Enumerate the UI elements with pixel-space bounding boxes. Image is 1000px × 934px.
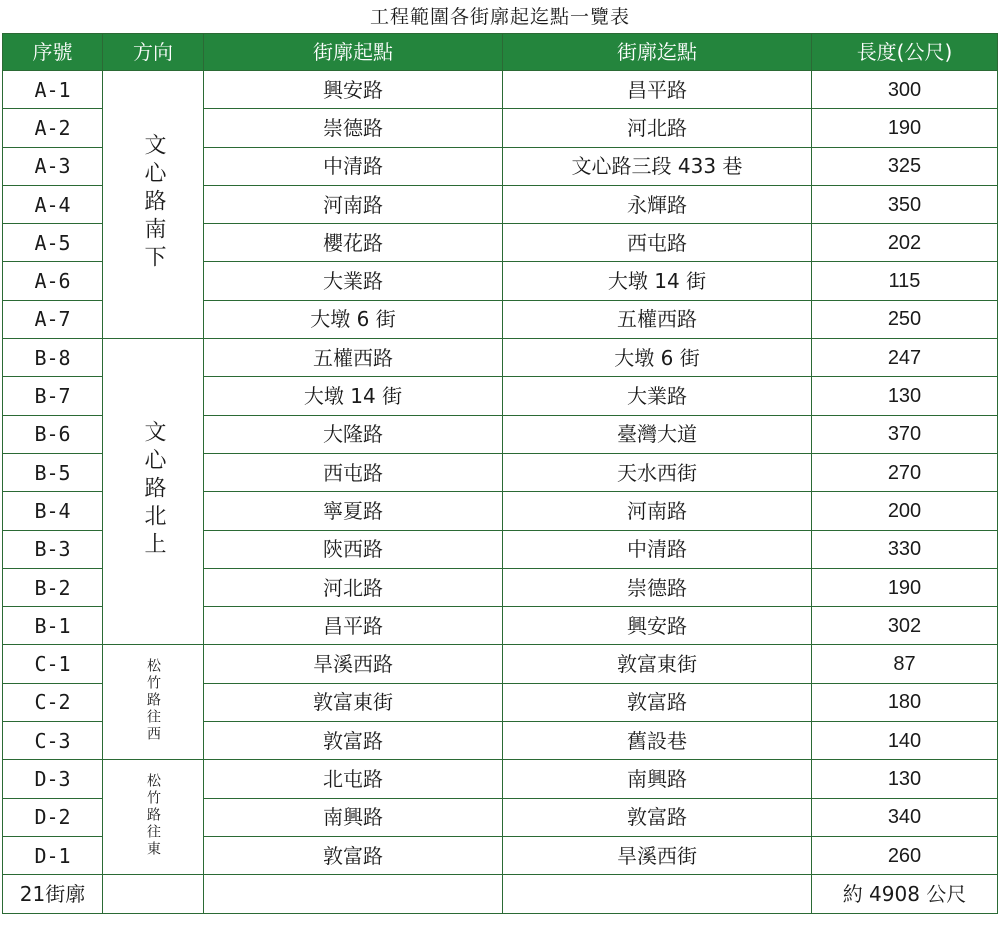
seq-cell: A-5 (3, 224, 103, 262)
length-cell: 115 (812, 262, 998, 300)
seq-cell: A-4 (3, 185, 103, 223)
start-cell: 昌平路 (204, 607, 503, 645)
empty-cell (503, 875, 812, 913)
start-cell: 敦富路 (204, 836, 503, 874)
length-cell: 330 (812, 530, 998, 568)
end-cell: 敦富路 (503, 798, 812, 836)
seq-cell: B-3 (3, 530, 103, 568)
empty-cell (103, 875, 204, 913)
seq-cell: A-2 (3, 109, 103, 147)
seq-cell: A-3 (3, 147, 103, 185)
start-cell: 敦富東街 (204, 683, 503, 721)
seq-cell: D-3 (3, 760, 103, 798)
length-cell: 370 (812, 415, 998, 453)
table-row (3, 339, 998, 377)
end-cell: 天水西街 (503, 453, 812, 491)
length-cell: 130 (812, 377, 998, 415)
length-cell: 270 (812, 453, 998, 491)
direction-cell-a (103, 71, 204, 339)
seq-cell: B-1 (3, 607, 103, 645)
seq-cell: A-1 (3, 71, 103, 109)
end-cell: 大墩 14 街 (503, 262, 812, 300)
start-cell: 河南路 (204, 185, 503, 223)
length-cell: 180 (812, 683, 998, 721)
table-row (3, 71, 998, 109)
direction-label: 松竹路往西 (145, 657, 161, 743)
header-end: 街廓迄點 (503, 34, 812, 71)
end-cell: 旱溪西街 (503, 836, 812, 874)
length-cell: 140 (812, 722, 998, 760)
seq-cell: A-7 (3, 300, 103, 338)
seq-cell: B-2 (3, 568, 103, 606)
start-cell: 大業路 (204, 262, 503, 300)
start-cell: 南興路 (204, 798, 503, 836)
start-cell: 櫻花路 (204, 224, 503, 262)
end-cell: 文心路三段 433 巷 (503, 147, 812, 185)
seq-cell: B-8 (3, 339, 103, 377)
end-cell: 興安路 (503, 607, 812, 645)
direction-label: 松竹路往東 (145, 772, 161, 858)
start-cell: 河北路 (204, 568, 503, 606)
end-cell: 中清路 (503, 530, 812, 568)
seq-cell: A-6 (3, 262, 103, 300)
length-cell: 350 (812, 185, 998, 223)
start-cell: 西屯路 (204, 453, 503, 491)
start-cell: 敦富路 (204, 722, 503, 760)
end-cell: 永輝路 (503, 185, 812, 223)
end-cell: 舊設巷 (503, 722, 812, 760)
end-cell: 西屯路 (503, 224, 812, 262)
length-cell: 300 (812, 71, 998, 109)
start-cell: 崇德路 (204, 109, 503, 147)
start-cell: 大隆路 (204, 415, 503, 453)
length-cell: 190 (812, 568, 998, 606)
table-row (3, 760, 998, 798)
table-title: 工程範圍各街廓起迄點一覽表 (369, 6, 630, 28)
length-cell: 325 (812, 147, 998, 185)
seq-cell: D-1 (3, 836, 103, 874)
end-cell: 敦富路 (503, 683, 812, 721)
start-cell: 大墩 6 街 (204, 300, 503, 338)
start-cell: 五權西路 (204, 339, 503, 377)
total-row (3, 875, 998, 913)
length-cell: 302 (812, 607, 998, 645)
direction-cell-b (103, 339, 204, 645)
header-start: 街廓起點 (204, 34, 503, 71)
header-length: 長度(公尺) (812, 34, 998, 71)
header-seq: 序號 (3, 34, 103, 71)
length-cell: 200 (812, 492, 998, 530)
start-cell: 旱溪西路 (204, 645, 503, 683)
block-range-table (2, 33, 998, 914)
start-cell: 寧夏路 (204, 492, 503, 530)
end-cell: 昌平路 (503, 71, 812, 109)
seq-cell: B-7 (3, 377, 103, 415)
empty-cell (204, 875, 503, 913)
seq-cell: B-4 (3, 492, 103, 530)
seq-cell: C-2 (3, 683, 103, 721)
end-cell: 敦富東街 (503, 645, 812, 683)
seq-cell: D-2 (3, 798, 103, 836)
direction-cell-d (103, 760, 204, 875)
length-cell: 260 (812, 836, 998, 874)
start-cell: 北屯路 (204, 760, 503, 798)
table-row (3, 645, 998, 683)
length-cell: 202 (812, 224, 998, 262)
length-cell: 250 (812, 300, 998, 338)
seq-cell: C-3 (3, 722, 103, 760)
seq-cell: B-6 (3, 415, 103, 453)
end-cell: 臺灣大道 (503, 415, 812, 453)
total-label: 21街廓 (3, 875, 103, 913)
seq-cell: C-1 (3, 645, 103, 683)
end-cell: 大墩 6 街 (503, 339, 812, 377)
direction-label: 文心路南下 (141, 132, 166, 273)
start-cell: 中清路 (204, 147, 503, 185)
total-length: 約 4908 公尺 (812, 875, 998, 913)
length-cell: 340 (812, 798, 998, 836)
start-cell: 陝西路 (204, 530, 503, 568)
direction-cell-c (103, 645, 204, 760)
end-cell: 河北路 (503, 109, 812, 147)
direction-label: 文心路北上 (141, 419, 166, 560)
seq-cell: B-5 (3, 453, 103, 491)
length-cell: 247 (812, 339, 998, 377)
end-cell: 大業路 (503, 377, 812, 415)
length-cell: 190 (812, 109, 998, 147)
end-cell: 崇德路 (503, 568, 812, 606)
start-cell: 興安路 (204, 71, 503, 109)
end-cell: 南興路 (503, 760, 812, 798)
end-cell: 河南路 (503, 492, 812, 530)
length-cell: 87 (812, 645, 998, 683)
start-cell: 大墩 14 街 (204, 377, 503, 415)
end-cell: 五權西路 (503, 300, 812, 338)
length-cell: 130 (812, 760, 998, 798)
header-row (3, 34, 998, 71)
header-direction: 方向 (103, 34, 204, 71)
